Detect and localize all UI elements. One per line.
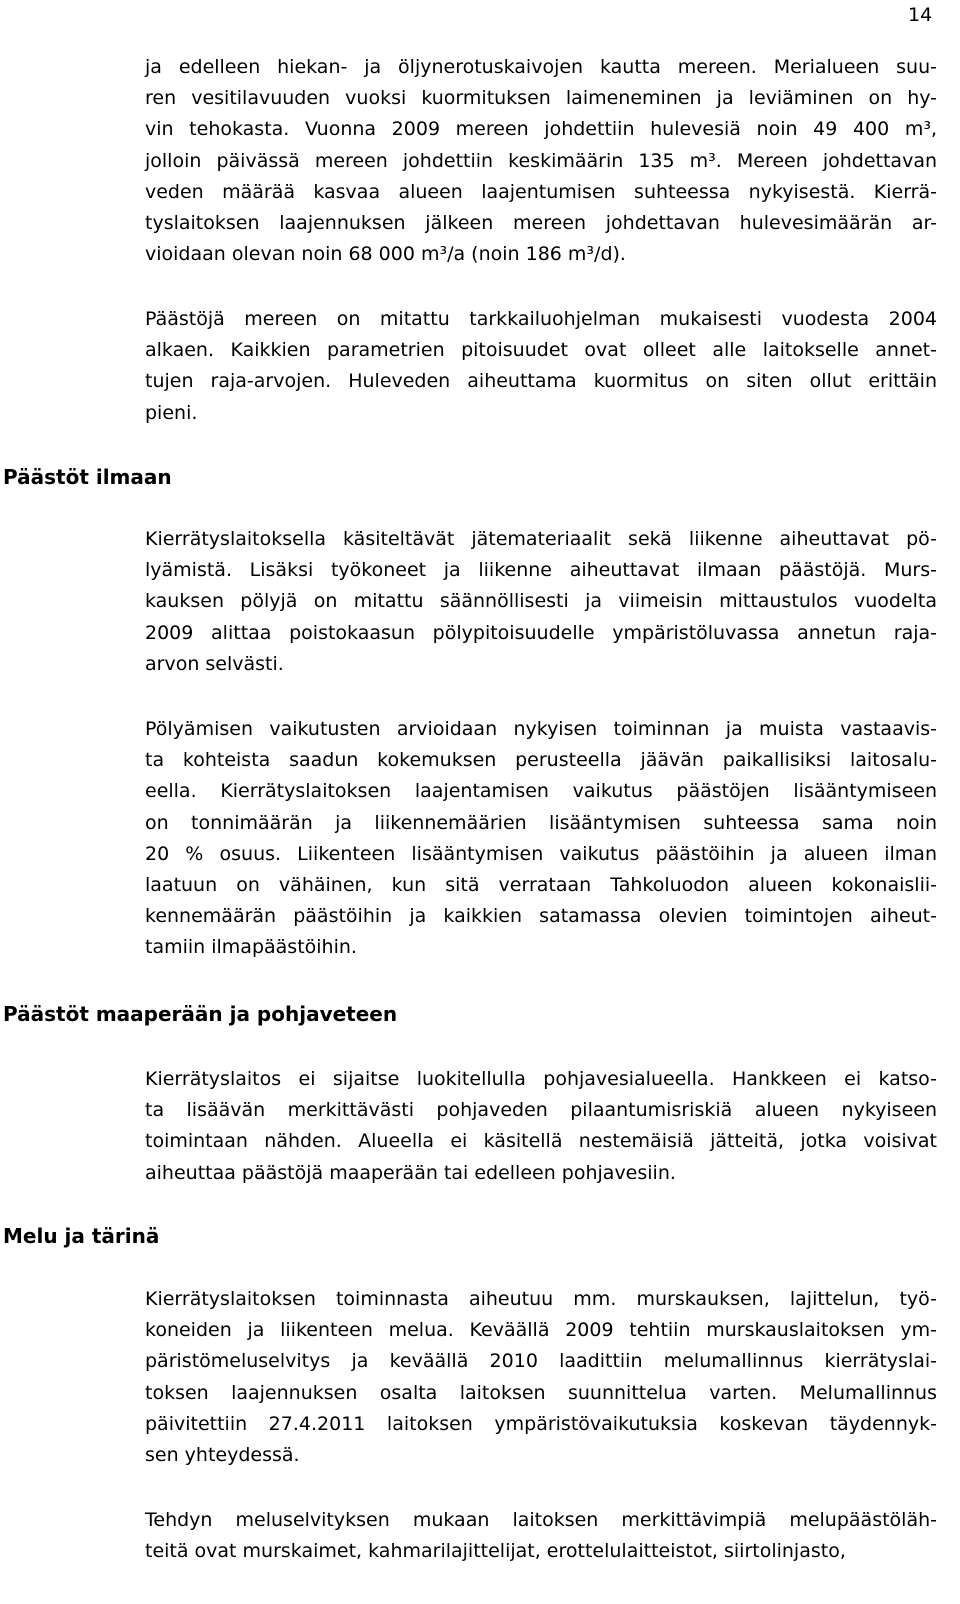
text-line: alkaen. Kaikkien parametrien pitoisuudet ovat olleet alle laitokselle annet- [145,339,937,362]
text-line: ta kohteista saadun kokemuksen perusteella jäävän paikallisiksi laitosalu- [145,749,937,772]
paragraph-soil-groundwater [145,1064,937,1189]
text-line: ta lisäävän merkittävästi pohjaveden pilaantumisriskiä alueen nykyiseen [145,1099,937,1122]
text-line: päristömeluselvitys ja keväällä 2010 laadittiin melumallinnus kierrätyslai- [145,1350,937,1373]
text-line: sen yhteydessä. [145,1444,300,1467]
text-line: arvon selvästi. [145,652,284,675]
text-line: tujen raja-arvojen. Huleveden aiheuttama kuormitus on siten ollut erittäin [145,370,937,393]
text-line: pieni. [145,401,198,424]
paragraph-air-dust [145,524,937,680]
text-line: veden määrää kasvaa alueen laajentumisen suhteessa nykyisestä. Kierrä- [145,180,937,203]
paragraph-noise-survey [145,1505,937,1567]
page-number: 14 [908,4,933,26]
text-line: kennemäärän päästöihin ja kaikkien satamassa olevien toimintojen aiheut- [145,905,937,928]
text-line: aiheuttaa päästöjä maaperään tai edelleen pohjavesiin. [145,1161,676,1184]
heading-air-emissions: Päästöt ilmaan [3,465,172,489]
paragraph-sea-runoff [145,52,937,270]
text-line: ja edelleen hiekan- ja öljynerotuskaivojen kautta mereen. Merialueen suu- [145,56,937,78]
text-line: vioidaan olevan noin 68 000 m³/a (noin 186 m³/d). [145,243,626,266]
text-line: päivitettiin 27.4.2011 laitoksen ympäristövaikutuksia koskevan täydennyk- [145,1412,937,1435]
text-line: jolloin päivässä mereen johdettiin keskimäärin 135 m³. Mereen johdettavan [145,149,937,172]
text-line: vin tehokasta. Vuonna 2009 mereen johdettiin hulevesiä noin 49 400 m³, [145,118,937,141]
text-line: tyslaitoksen laajennuksen jälkeen mereen johdettavan hulevesimäärän ar- [145,212,937,235]
paragraph-sea-monitoring [145,304,937,429]
text-line: 2009 alittaa poistokaasun pölypitoisuudelle ympäristöluvassa annetun raja- [145,621,937,644]
text-line: Kierrätyslaitoksen toiminnasta aiheutuu mm. murskauksen, lajittelun, työ- [145,1288,937,1310]
text-line: ren vesitilavuuden vuoksi kuormituksen laimeneminen ja leviäminen on hy- [145,87,937,110]
text-line: toimintaan nähden. Alueella ei käsitellä nestemäisiä jätteitä, jotka voisivat [145,1130,937,1153]
text-line: eella. Kierrätyslaitoksen laajentamisen vaikutus päästöjen lisääntymiseen [145,780,937,803]
text-line: on tonnimäärän ja liikennemäärien lisääntymisen suhteessa sama noin [145,811,937,834]
heading-soil-groundwater: Päästöt maaperään ja pohjaveteen [3,1002,398,1026]
text-line: laatuun on vähäinen, kun sitä verrataan Tahkoluodon alueen kokonaislii- [145,874,937,897]
text-line: Pölyämisen vaikutusten arvioidaan nykyisen toiminnan ja muista vastaavis- [145,718,937,740]
text-line: 20 % osuus. Liikenteen lisääntymisen vaikutus päästöihin ja alueen ilman [145,842,937,865]
text-line: kauksen pölyjä on mitattu säännöllisesti ja viimeisin mittaustulos vuodelta [145,590,937,613]
text-line: lyämistä. Lisäksi työkoneet ja liikenne aiheuttavat ilmaan päästöjä. Murs- [145,559,937,582]
text-line: tamiin ilmapäästöihin. [145,936,357,959]
heading-noise-vibration: Melu ja tärinä [3,1224,160,1248]
text-line: Päästöjä mereen on mitattu tarkkailuohjelman mukaisesti vuodesta 2004 [145,308,937,330]
text-line: toksen laajennuksen osalta laitoksen suunnittelua varten. Melumallinnus [145,1381,937,1404]
text-line: Tehdyn meluselvityksen mukaan laitoksen merkittävimpiä melupäästöläh- [145,1509,937,1531]
text-line: teitä ovat murskaimet, kahmarilajittelijat, erottelulaitteistot, siirtolinjasto, [145,1540,846,1563]
text-line: Kierrätyslaitoksella käsiteltävät jätemateriaalit sekä liikenne aiheuttavat pö- [145,528,937,550]
paragraph-noise-sources [145,1284,937,1471]
text-line: koneiden ja liikenteen melua. Keväällä 2009 tehtiin murskauslaitoksen ym- [145,1319,937,1342]
paragraph-air-impact [145,714,937,964]
text-line: Kierrätyslaitos ei sijaitse luokitellulla pohjavesialueella. Hankkeen ei katso- [145,1068,937,1090]
